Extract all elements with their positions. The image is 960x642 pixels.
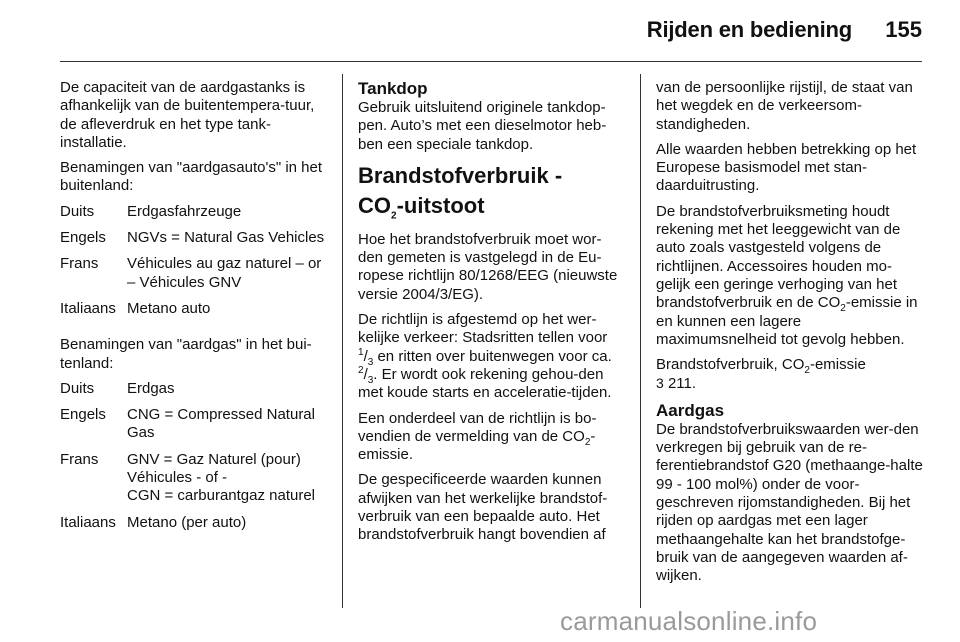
paragraph-names-gas: Benamingen van "aardgas" in het bui-tenland: xyxy=(60,336,312,372)
column-divider-1 xyxy=(342,74,343,608)
page-reference-link[interactable]: 211. xyxy=(667,375,697,393)
paragraph-co2-mention xyxy=(358,410,626,465)
fraction-numerator: 1 xyxy=(358,346,364,358)
table-cell-term: NGVs = Natural Gas Vehicles xyxy=(127,229,325,247)
table-cell-term-line: GNV = Gaz Naturel (pour) Véhicules - of - xyxy=(127,450,301,487)
column-divider-2 xyxy=(640,74,641,608)
text-run: -emissie xyxy=(809,356,866,374)
section-heading-co: CO xyxy=(358,192,391,218)
paragraph-aardgas: De brandstofverbruikswaarden wer-den verkregen bij gebruik van de re-ferentiebrandstof G20 (methaange-halte 99 - 100 mol%) onder de voor-geschreven rijomstandigheden. Bij het rijden op aardgas met een lager methaangehalte kan het brandstofge-bruik van de aangegeven waarden af-wijken. xyxy=(656,420,923,585)
table-cell-term: CNG = Compressed Natural Gas xyxy=(127,406,315,442)
table-cell-term: Erdgas xyxy=(127,379,175,397)
table-row xyxy=(60,255,328,300)
table-cell-term: Véhicules au gaz naturel – or – Véhicules GNV xyxy=(127,255,322,291)
table-cell-language: Duits xyxy=(60,379,95,397)
column-2 xyxy=(358,79,626,552)
paragraph-tank-capacity: De capaciteit van de aardgastanks is afhankelijk van de buitentempera-tuur, de afleverdruk en het type tank-installatie. xyxy=(60,79,315,151)
table-cell-term: Erdgasfahrzeuge xyxy=(127,202,242,220)
section-heading-uitstoot: -uitstoot xyxy=(396,192,485,218)
column-3 xyxy=(656,79,924,592)
text-run: De richtlijn is afgestemd op het wer-kelijke verkeer: Stadsritten tellen voor xyxy=(358,311,608,347)
table-gas-names xyxy=(60,380,328,540)
table-cell-term: Metano auto xyxy=(127,299,211,317)
table-cell-language: Engels xyxy=(60,229,106,247)
fraction-numerator: 2 xyxy=(358,364,364,376)
table-row xyxy=(60,406,328,451)
table-row xyxy=(60,229,328,255)
table-cell-language: Engels xyxy=(60,406,106,424)
table-row xyxy=(60,380,328,406)
paragraph-cross-reference xyxy=(656,356,924,394)
heading-tankdop: Tankdop xyxy=(358,79,428,98)
paragraph-weight xyxy=(656,203,924,349)
text-run: Een onderdeel van de richtlijn is bo-vendien de vermelding van de CO xyxy=(358,409,597,445)
table-cell-term-line: CGN = carburantgaz naturel xyxy=(127,487,316,505)
fraction-denominator: 3 xyxy=(367,356,374,368)
table-cell-language: Duits xyxy=(60,202,95,220)
text-run: De brandstofverbruiksmeting houdt rekening met het leeggewicht van de auto zoals vastgesteld volgens de richtlijnen. Accessoires houden mo-gelijk een geringe verhoging van het brandstofverbruik en de CO xyxy=(656,202,901,312)
page-header xyxy=(0,0,960,64)
text-run: en ritten over buitenwegen voor ca. xyxy=(377,347,612,365)
table-row xyxy=(60,514,328,540)
text-run: -emissie. xyxy=(358,427,596,464)
subscript-2: 2 xyxy=(584,436,591,448)
text-run: . Er wordt ook rekening gehou-den met koude starts en acceleratie-tijden. xyxy=(358,365,612,402)
section-heading-fuel-consumption xyxy=(358,161,626,221)
table-cell-language: Frans xyxy=(60,255,99,273)
page-reference-arrow-icon: 3 xyxy=(656,375,664,392)
column-1 xyxy=(60,79,328,550)
paragraph-directive-traffic: De richtlijn is afgestemd op het wer-kelijke verkeer: Stadsritten tellen voor $^1/_3$ en ritten over buitenwegen voor ca. $^2/_3$. Er wordt ook rekening gehou-den met koude starts en acceleratie-tijden. xyxy=(358,311,612,402)
table-vehicle-names xyxy=(60,203,328,326)
table-cell-term xyxy=(127,451,328,514)
text-run: -emissie in en kunnen een lagere maximumsnelheid tot gevolg hebben. xyxy=(656,294,918,348)
table-row xyxy=(60,451,328,514)
table-cell-language: Italiaans xyxy=(60,513,116,531)
table-row xyxy=(60,203,328,229)
paragraph-tankdop: Gebruik uitsluitend originele tankdop-pen. Auto’s met een dieselmotor heb-ben een speciale tankdop. xyxy=(358,99,607,153)
paragraph-base-model: Alle waarden hebben betrekking op het Europese basismodel met stan-daarduitrusting. xyxy=(656,140,917,195)
table-cell-language: Frans xyxy=(60,450,99,468)
subscript-2: 2 xyxy=(804,365,810,377)
paragraph-driving-style: van de persoonlijke rijstijl, de staat van het wegdek en de verkeersom-standigheden. xyxy=(656,79,913,133)
fraction-denominator: 3 xyxy=(367,374,374,386)
text-run: Brandstofverbruik, CO xyxy=(656,356,805,374)
page-title: Rijden en bediening xyxy=(646,17,852,42)
table-cell-term: Metano (per auto) xyxy=(127,513,247,531)
paragraph-names-vehicles: Benamingen van "aardgasauto's" in het buitenland: xyxy=(60,159,323,195)
table-cell-language: Italiaans xyxy=(60,299,116,317)
section-heading-line-1: Brandstofverbruik - xyxy=(358,162,563,188)
subscript-2: 2 xyxy=(391,210,397,222)
paragraph-deviation: De gespecificeerde waarden kunnen afwijken van het werkelijke brandstof-verbruik van een bepaalde auto. Het brandstofverbruik hangt bovendien af xyxy=(358,471,608,544)
table-row xyxy=(60,300,328,326)
watermark: carmanualsonline.info xyxy=(560,606,818,636)
paragraph-measurement: Hoe het brandstofverbruik moet wor-den gemeten is vastgelegd in de Eu-ropese richtlijn 80/1268/EEG (nieuwste versie 2004/3/EG). xyxy=(358,230,618,303)
header-divider xyxy=(60,61,922,62)
subscript-2: 2 xyxy=(840,303,846,315)
page-number: 155 xyxy=(885,17,922,42)
heading-aardgas: Aardgas xyxy=(656,400,725,420)
